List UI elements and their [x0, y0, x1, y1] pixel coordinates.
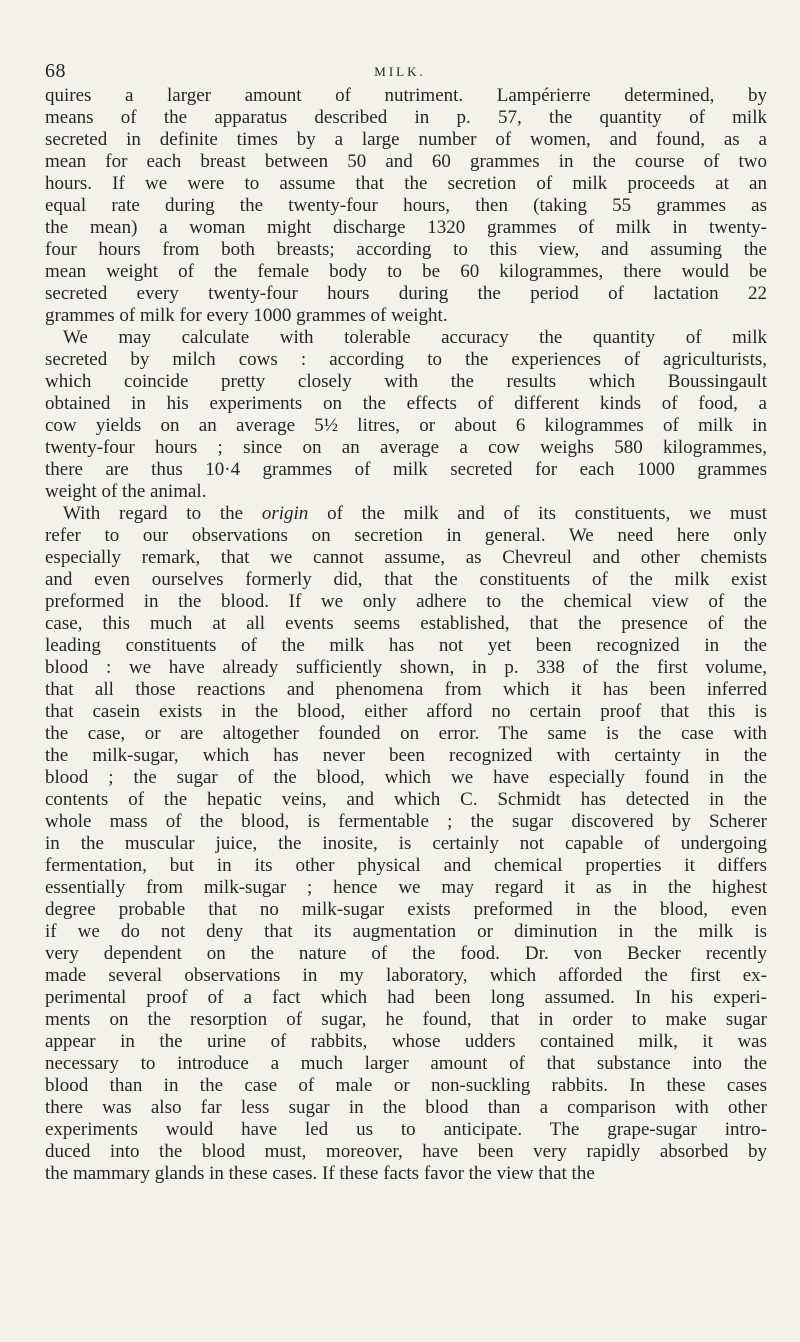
text-line: secreted by milch cows : according to the experiences of agriculturists,	[45, 349, 767, 370]
text-line: duced into the blood must, moreover, have been very rapidly absorbed by	[45, 1141, 767, 1162]
text-line: in the muscular juice, the inosite, is certainly not capable of undergoing	[45, 833, 767, 854]
text-line: whole mass of the blood, is fermentable ; the sugar discovered by Scherer	[45, 811, 767, 832]
text-line: case, this much at all events seems established, that the presence of the	[45, 613, 767, 634]
text-line: especially remark, that we cannot assume, as Chevreul and other chemists	[45, 547, 767, 568]
text-line: preformed in the blood. If we only adhere to the chemical view of the	[45, 591, 767, 612]
text-line: We may calculate with tolerable accuracy the quantity of milk	[63, 327, 767, 348]
text-line: weight of the animal.	[45, 481, 207, 502]
text-line: mean weight of the female body to be 60 kilogrammes, there would be	[45, 261, 767, 282]
text-line: essentially from milk-sugar ; hence we may regard it as in the highest	[45, 877, 767, 898]
text-line: means of the apparatus described in p. 57, the quantity of milk	[45, 107, 767, 128]
text-line: fermentation, but in its other physical and chemical properties it differs	[45, 855, 767, 876]
text-line: perimental proof of a fact which had been long assumed. In his experi-	[45, 987, 767, 1008]
text-line: there was also far less sugar in the blood than a comparison with other	[45, 1097, 767, 1118]
text-line: blood than in the case of male or non-suckling rabbits. In these cases	[45, 1075, 767, 1096]
text-line: which coincide pretty closely with the results which Boussingault	[45, 371, 767, 392]
text-line: four hours from both breasts; according to this view, and assuming the	[45, 239, 767, 260]
text-line: contents of the hepatic veins, and which C. Schmidt has detected in the	[45, 789, 767, 810]
text-line: blood : we have already sufficiently shown, in p. 338 of the first volume,	[45, 657, 767, 678]
text-line: hours. If we were to assume that the secretion of milk proceeds at an	[45, 173, 767, 194]
text-line: and even ourselves formerly did, that the constituents of the milk exist	[45, 569, 767, 590]
text-line: necessary to introduce a much larger amount of that substance into the	[45, 1053, 767, 1074]
text-line: secreted every twenty-four hours during the period of lactation 22	[45, 283, 767, 304]
text-line: that all those reactions and phenomena from which it has been inferred	[45, 679, 767, 700]
text-line: made several observations in my laboratory, which afforded the first ex-	[45, 965, 767, 986]
text-line: that casein exists in the blood, either afford no certain proof that this is	[45, 701, 767, 722]
text-line: the mammary glands in these cases. If these facts favor the view that the	[45, 1163, 595, 1184]
text-line: the milk-sugar, which has never been recognized with certainty in the	[45, 745, 767, 766]
text-line: obtained in his experiments on the effects of different kinds of food, a	[45, 393, 767, 414]
text-line: quires a larger amount of nutriment. Lampérierre determined, by	[45, 85, 767, 106]
text-line: mean for each breast between 50 and 60 grammes in the course of two	[45, 151, 767, 172]
text-line: appear in the urine of rabbits, whose udders contained milk, it was	[45, 1031, 767, 1052]
text-line: the mean) a woman might discharge 1320 grammes of milk in twenty-	[45, 217, 767, 238]
text-line: there are thus 10·4 grammes of milk secreted for each 1000 grammes	[45, 459, 767, 480]
text-line: if we do not deny that its augmentation or diminution in the milk is	[45, 921, 767, 942]
page-number: 68	[45, 60, 66, 82]
text-line: equal rate during the twenty-four hours, then (taking 55 grammes as	[45, 195, 767, 216]
text-line: degree probable that no milk-sugar exists preformed in the blood, even	[45, 899, 767, 920]
body-text	[45, 85, 767, 1185]
text-line: grammes of milk for every 1000 grammes of weight.	[45, 305, 448, 326]
italic-word: origin	[261, 503, 309, 524]
text-line: blood ; the sugar of the blood, which we have especially found in the	[45, 767, 767, 788]
text-line: very dependent on the nature of the food. Dr. von Becker recently	[45, 943, 767, 964]
text-line: secreted in definite times by a large number of women, and found, as a	[45, 129, 767, 150]
text-line: refer to our observations on secretion in general. We need here only	[45, 525, 767, 546]
text-line: ments on the resorption of sugar, he found, that in order to make sugar	[45, 1009, 767, 1030]
text-line: the case, or are altogether founded on error. The same is the case with	[45, 723, 767, 744]
text-line: twenty-four hours ; since on an average a cow weighs 580 kilogrammes,	[45, 437, 767, 458]
text-line: leading constituents of the milk has not yet been recognized in the	[45, 635, 767, 656]
running-title: MILK.	[374, 64, 426, 79]
text-line: cow yields on an average 5½ litres, or about 6 kilogrammes of milk in	[45, 415, 767, 436]
text-line: With regard to the origin of the milk and of its constituents, we must	[63, 503, 767, 524]
text-line: experiments would have led us to anticipate. The grape-sugar intro-	[45, 1119, 767, 1140]
